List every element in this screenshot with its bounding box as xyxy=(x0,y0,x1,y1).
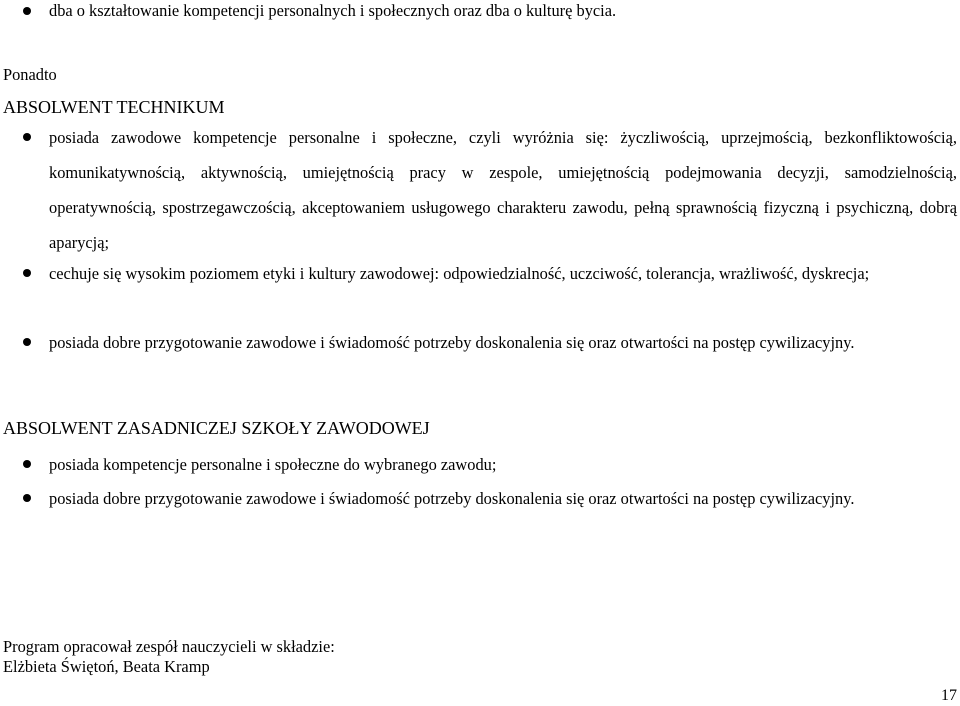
page-number: 17 xyxy=(941,687,957,704)
bullet-icon xyxy=(23,460,31,468)
list-item-text: posiada kompetencje personalne i społeczne do wybranego zawodu; xyxy=(49,455,497,474)
section-heading-zasadnicza: ABSOLWENT ZASADNICZEJ SZKOŁY ZAWODOWEJ xyxy=(3,418,430,438)
bullet-icon xyxy=(23,133,31,141)
bullet-icon xyxy=(23,7,31,15)
list-item-text: dba o kształtowanie kompetencji personalnych i społecznych oraz dba o kulturę bycia. xyxy=(49,1,617,20)
bullet-icon xyxy=(23,494,31,502)
bullet-icon xyxy=(23,269,31,277)
intro-text: Ponadto xyxy=(3,65,57,84)
list-item-text: cechuje się wysokim poziomem etyki i kultury zawodowej: odpowiedzialność, uczciwość, tolerancja, wrażliwość, dyskrecja; xyxy=(49,264,870,283)
list-item-text: posiada zawodowe kompetencje personalne i społeczne, czyli wyróżnia się: życzliwością, uprzejmością, bezkonfliktowością, komunikatywnością, aktywnością, umiejętnością pracy w zespole, umiejętnością podejmowania decyzji, samodzielnością, operatywnością, spostrzegawczością, akceptowaniem usługowego charakteru zawodu, pełną sprawnością fizyczną i psychiczną, dobrą aparycją; xyxy=(49,128,957,252)
list-item-text: posiada dobre przygotowanie zawodowe i świadomość potrzeby doskonalenia się oraz otwartości na postęp cywilizacyjny. xyxy=(49,333,855,352)
section-heading-technikum: ABSOLWENT TECHNIKUM xyxy=(3,97,225,117)
bullet-icon xyxy=(23,338,31,346)
list-item-text: posiada dobre przygotowanie zawodowe i świadomość potrzeby doskonalenia się oraz otwartości na postęp cywilizacyjny. xyxy=(49,489,855,508)
footer-line-1: Program opracował zespół nauczycieli w składzie: xyxy=(3,637,335,656)
footer-line-2: Elżbieta Świętoń, Beata Kramp xyxy=(3,657,210,676)
